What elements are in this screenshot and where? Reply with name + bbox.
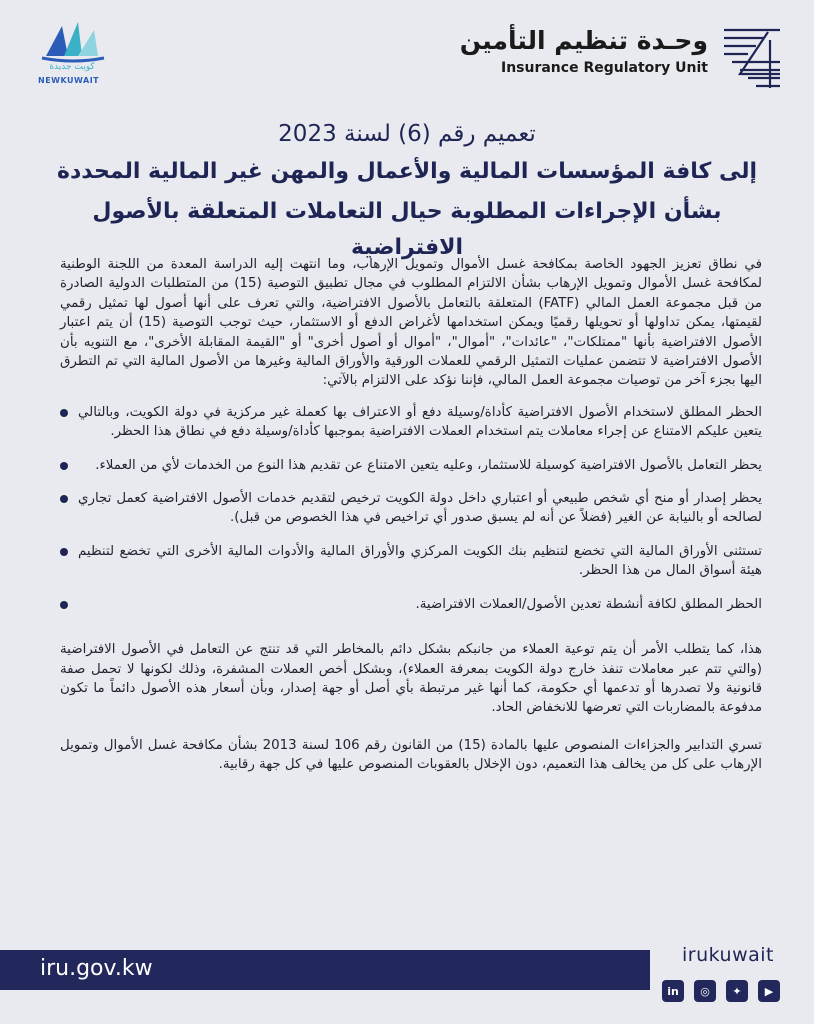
twitter-icon[interactable]: ✦ [726, 980, 748, 1002]
list-item: يحظر التعامل بالأصول الافتراضية كوسيلة للاستثمار، وعليه يتعين الامتناع عن تقديم هذا النوع من الخدمات لأي من العملاء. [60, 456, 762, 475]
linkedin-icon[interactable]: in [662, 980, 684, 1002]
new-kuwait-logo [38, 18, 118, 88]
circular-body [60, 255, 762, 775]
list-item: الحظر المطلق لاستخدام الأصول الافتراضية كأداة/وسيلة دفع أو الاعتراف بها كعملة غير مركزية في دولة الكويت، وبالتالي يتعين عليكم الامتناع عن إجراء معاملات يتم استخدام العملات الافتراضية بموجبها كأداة/وسيلة دفع في نطاق هذا الحظر. [60, 403, 762, 442]
youtube-icon[interactable]: ▶ [758, 980, 780, 1002]
brand-block [408, 26, 708, 76]
circular-subtitle-line-2: بشأن الإجراءات المطلوبة حيال التعاملات المتعلقة بالأصول الافتراضية [92, 199, 722, 260]
penalties-paragraph: تسري التدابير والجزاءات المنصوص عليها بالمادة (15) من القانون رقم 106 لسنة 2013 بشأن مكافحة غسل الأموال وتمويل الإرهاب على كل من يخالف هذا التعميم، دون الإخلال بالعقوبات المنصوص عليها في كل جهة رقابية. [60, 737, 763, 773]
awareness-paragraph: هذا، كما يتطلب الأمر أن يتم توعية العملاء من جانبكم بشكل دائم بالمخاطر التي قد تنتج عن التعامل في الأصول الافتراضية (والتي تتم عبر معاملات تنفذ خارج دولة الكويت بمعرفة العملاء)، وبشكل أخص العملات المشفرة، وذلك لكونها لا تحمل صفة قانونية ولا تصدرها أو تدعمها أي حكومة، كما أنها غير مرتبطة بأي أصل أو جهة إصدار، وبأن أسعار هذه الأصول دائماً ما تكون مدفوعة بالمضاربات التي تعرضها للانخفاض الحاد. [60, 642, 762, 716]
bullet-dot-icon [60, 601, 68, 609]
bullet-dot-icon [60, 462, 68, 470]
circular-title: تعميم رقم (6) لسنة 2023 [278, 121, 536, 147]
circular-subtitle-line-1: إلى كافة المؤسسات المالية والأعمال والمهن غير المالية المحددة [56, 159, 757, 184]
new-kuwait-sail-icon [38, 18, 108, 64]
requirements-list [60, 403, 762, 614]
footer [0, 940, 814, 1024]
bullet-dot-icon [60, 548, 68, 556]
circular-heading [40, 118, 774, 266]
list-item: يحظر إصدار أو منح أي شخص طبيعي أو اعتباري داخل دولة الكويت ترخيص لتقديم خدمات الأصول الافتراضية كعمل تجاري لصالحه أو بالنيابة عن الغير (فضلاً عن أنه لم يسبق صدور أي تراخيص في هذا الخصوص من قبل). [60, 489, 762, 528]
bullet-dot-icon [60, 495, 68, 503]
brand-name-english: Insurance Regulatory Unit [500, 60, 708, 76]
brand-name-arabic: وحـدة تنظيم التأمين [459, 26, 708, 55]
website-link[interactable]: iru.gov.kw [40, 956, 153, 981]
list-item: الحظر المطلق لكافة أنشطة تعدين الأصول/العملات الافتراضية. [60, 595, 762, 614]
iru-logo-icon [720, 22, 784, 92]
instagram-icon[interactable]: ◎ [694, 980, 716, 1002]
social-icons [662, 980, 780, 1002]
social-handle: irukuwait [681, 944, 774, 966]
new-kuwait-logo-english: NEWKUWAIT [38, 76, 100, 85]
list-item: تستثنى الأوراق المالية التي تخضع لتنظيم بنك الكويت المركزي والأوراق المالية والأدوات المالية الأخرى التي تخضع لتنظيم هيئة أسواق المال من هذا الحظر. [60, 542, 762, 581]
new-kuwait-logo-arabic: كويت جديدة [49, 62, 95, 72]
bullet-dot-icon [60, 409, 68, 417]
intro-paragraph: في نطاق تعزيز الجهود الخاصة بمكافحة غسل الأموال وتمويل الإرهاب، وما انتهت إليه الدراسة المعدة من اللجنة الوطنية لمكافحة غسل الأموال وتمويل الإرهاب بشأن الالتزام المطلوب في مجال تطبيق التوصية (15) من المتطلبات الدولية الصادرة من قبل مجموعة العمل المالي (FATF) المتعلقة بالتعامل بالأصول الافتراضية، والتي تعرف على أنها أصول لها تمثيل رقمي لقيمتها، يمكن تداولها أو تحويلها رقميًا ويمكن استخدامها لأغراض الدفع أو الاستثمار، حيث توجب التوصية (15) أن يتم اعتبار الأصول الافتراضية بأنها "ممتلكات"، "عائدات"، "أموال"، "أموال أو أصول أخرى" أو "القيمة المقابلة الأخرى"، مع التنويه بأن الأصول الافتراضية لا تتضمن عمليات التمثيل الرقمي للعملات الورقية والأوراق المالية وغيرها من الأصول المالية التي تم التطرق اليها بجزء آخر من توصيات مجموعة العمل المالي، فإننا نؤكد على الالتزام بالآتي: [60, 257, 762, 389]
